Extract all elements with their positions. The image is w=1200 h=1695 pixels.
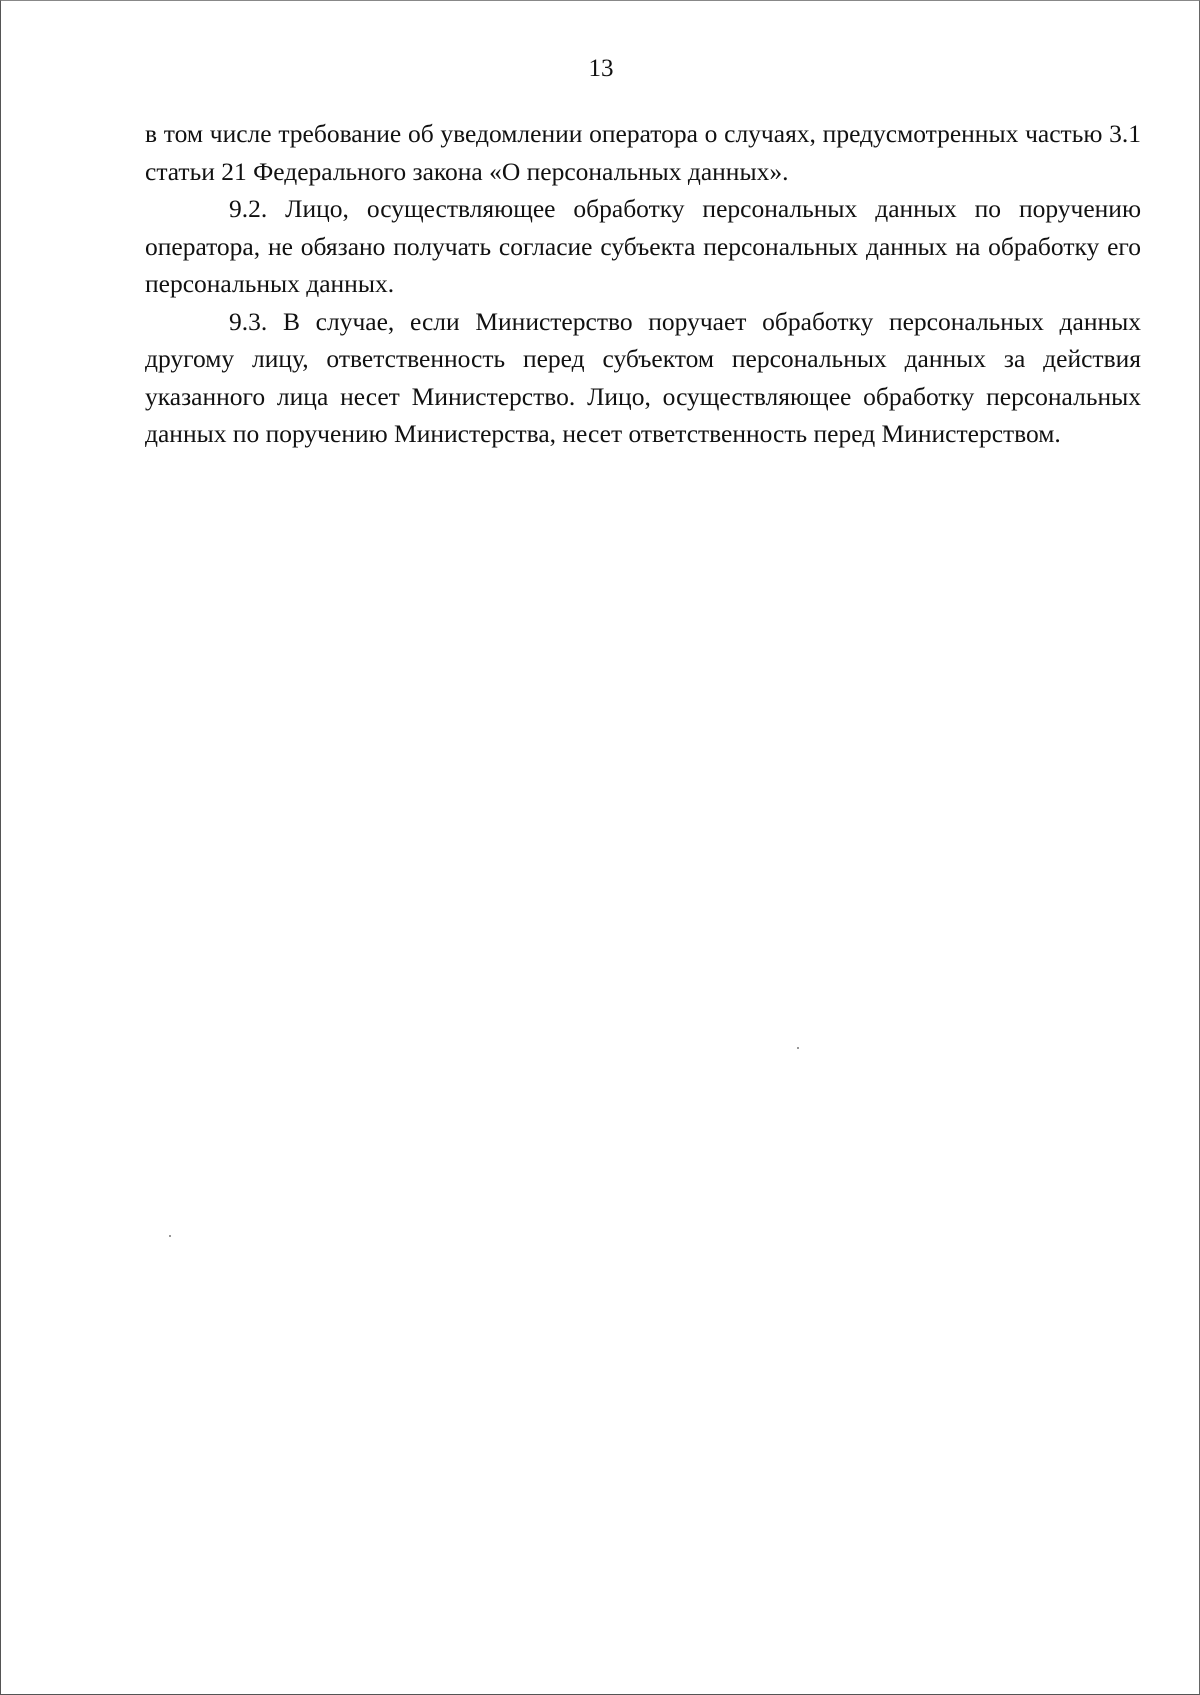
paragraph-9-2: 9.2. Лицо, осуществляющее обработку персональных данных по поручению оператора, не обязано получать согласие субъекта персональных данных на обработку его персональных данных. bbox=[145, 194, 1141, 298]
paragraph-9-3: 9.3. В случае, если Министерство поручает обработку персональных данных другому лицу, ответственность перед субъектом персональных данных за действия указанного лица несет Министерство. Лицо, осуществляющее обработку персональных данных по поручению Министерства, несет ответственность перед Министерством. bbox=[145, 306, 1141, 448]
document-body bbox=[145, 115, 1141, 453]
scan-speck bbox=[797, 1047, 799, 1049]
page-number: 13 bbox=[588, 55, 614, 82]
paragraph-continuation: в том числе требование об уведомлении оператора о случаях, предусмотренных частью 3.1 статьи 21 Федерального закона «О персональных данных». bbox=[145, 119, 1141, 186]
scan-speck bbox=[169, 1235, 171, 1237]
